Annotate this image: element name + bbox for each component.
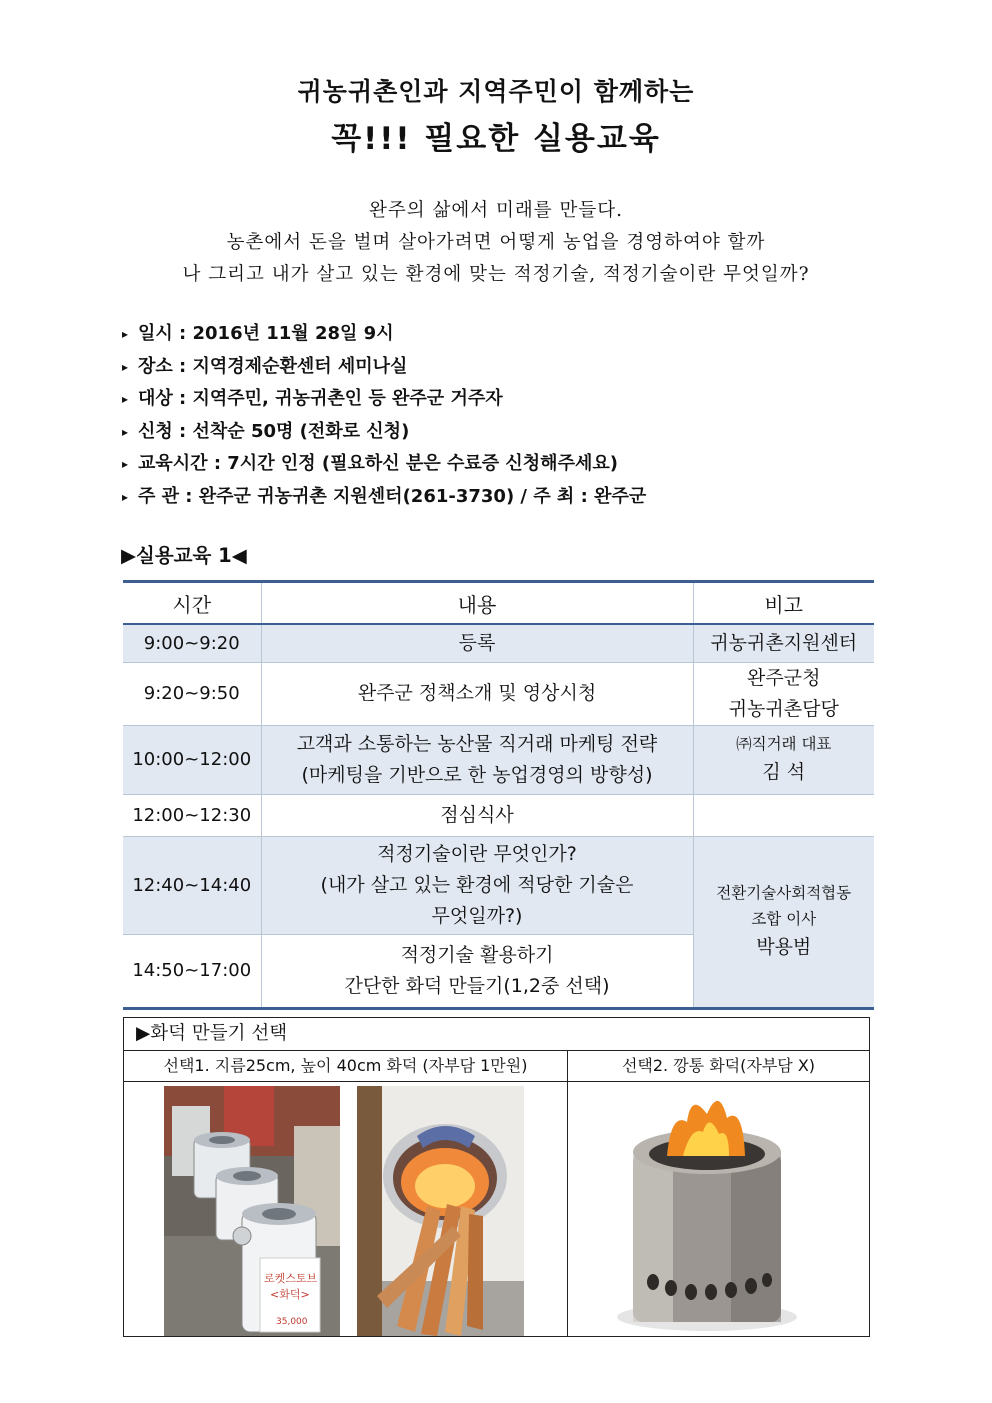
info-place: ▸ 장소 : 지역경제순환센터 세미나실 [122, 351, 646, 384]
intro-line: 나 그리고 내가 살고 있는 환경에 맞는 적정기술, 적정기술이란 무엇일까? [182, 264, 810, 285]
info-apply: ▸ 신청 : 선착순 50명 (전화로 신청) [122, 416, 646, 449]
column-divider [567, 1082, 568, 1336]
col-header-note: 비고 [693, 582, 874, 625]
intro-line: 완주의 삶에서 미래를 만들다. [369, 200, 623, 221]
can-stove-photo [611, 1092, 803, 1332]
row-time: 12:40~14:40 [123, 836, 261, 934]
option-2-label: 선택2. 깡통 화덕(자부담 X) [621, 1056, 816, 1075]
table-row [123, 836, 874, 934]
row-note: 귀농귀촌지원센터 [693, 624, 874, 662]
row-content: 점심식사 [261, 794, 693, 836]
row-content: 고객과 소통하는 농산물 직거래 마케팅 전략 (마케팅을 기반으로 한 농업경영의 방향성) [261, 725, 693, 794]
row-time: 14:50~17:00 [123, 934, 261, 1008]
price-text: 35,000 [276, 1317, 308, 1327]
row-content: 등록 [261, 624, 693, 662]
sign-text: 로켓스토브 [264, 1272, 318, 1285]
firewood-stove-photo [357, 1086, 524, 1336]
table-row [123, 662, 874, 725]
title-line-2: 꼭!!! 필요한 실용교육 [331, 121, 661, 157]
row-content: 적정기술 활용하기 간단한 화덕 만들기(1,2중 선택) [261, 934, 693, 1008]
option-1-label: 선택1. 지름25cm, 높이 40cm 화덕 (자부담 1만원) [124, 1051, 568, 1081]
stove-photos [124, 1082, 869, 1336]
event-info-list [122, 318, 646, 513]
row-note-shared: 전환기술사회적협동 조합 이사 박용범 [693, 836, 874, 1008]
row-note: ㈜직거래 대표 김 석 [693, 725, 874, 794]
title-line-1: 귀농귀촌인과 지역주민이 함께하는 [297, 77, 695, 106]
info-organizer: ▸ 주 관 : 완주군 귀농귀촌 지원센터(261-3730) / 주 최 : 완주군 [122, 481, 646, 514]
intro-line: 농촌에서 돈을 벌며 살아가려면 어떻게 농업을 경영하여야 할까 [226, 232, 766, 253]
table-row [123, 794, 874, 836]
section-title: ▶실용교육 1◀ [121, 544, 247, 567]
sign-text: <화덕> [270, 1288, 310, 1301]
col-header-time: 시간 [123, 582, 261, 625]
row-content: 완주군 정책소개 및 영상시청 [261, 662, 693, 725]
table-row [123, 725, 874, 794]
info-date: ▸ 일시 : 2016년 11월 28일 9시 [122, 318, 646, 351]
info-target: ▸ 대상 : 지역주민, 귀농귀촌인 등 완주군 거주자 [122, 383, 646, 416]
row-time: 9:00~9:20 [123, 624, 261, 662]
row-time: 10:00~12:00 [123, 725, 261, 794]
row-content: 적정기술이란 무엇인가? (내가 살고 있는 환경에 적당한 기술은 무엇일까?) [261, 836, 693, 934]
stove-choice-title: ▶화덕 만들기 선택 [124, 1018, 869, 1051]
rocket-stoves-photo [164, 1086, 340, 1336]
row-note [693, 794, 874, 836]
row-time: 9:20~9:50 [123, 662, 261, 725]
triangle-bullet-icon: ▸ [122, 489, 129, 504]
triangle-bullet-icon: ▸ [122, 327, 129, 341]
stove-options-header [124, 1051, 869, 1082]
info-hours: ▸ 교육시간 : 7시간 인정 (필요하신 분은 수료증 신청해주세요) [122, 448, 646, 481]
triangle-bullet-icon: ▸ [122, 359, 129, 374]
table-header-row [123, 582, 874, 625]
triangle-bullet-icon: ▸ [122, 424, 129, 439]
triangle-bullet-icon: ▸ [122, 457, 129, 471]
table-row [123, 624, 874, 662]
row-note: 완주군청 귀농귀촌담당 [693, 662, 874, 725]
row-time: 12:00~12:30 [123, 794, 261, 836]
intro-text [0, 195, 992, 291]
col-header-content: 내용 [261, 582, 693, 625]
schedule-table [123, 580, 874, 1010]
stove-choice-box [123, 1017, 870, 1337]
triangle-bullet-icon: ▸ [122, 392, 129, 406]
